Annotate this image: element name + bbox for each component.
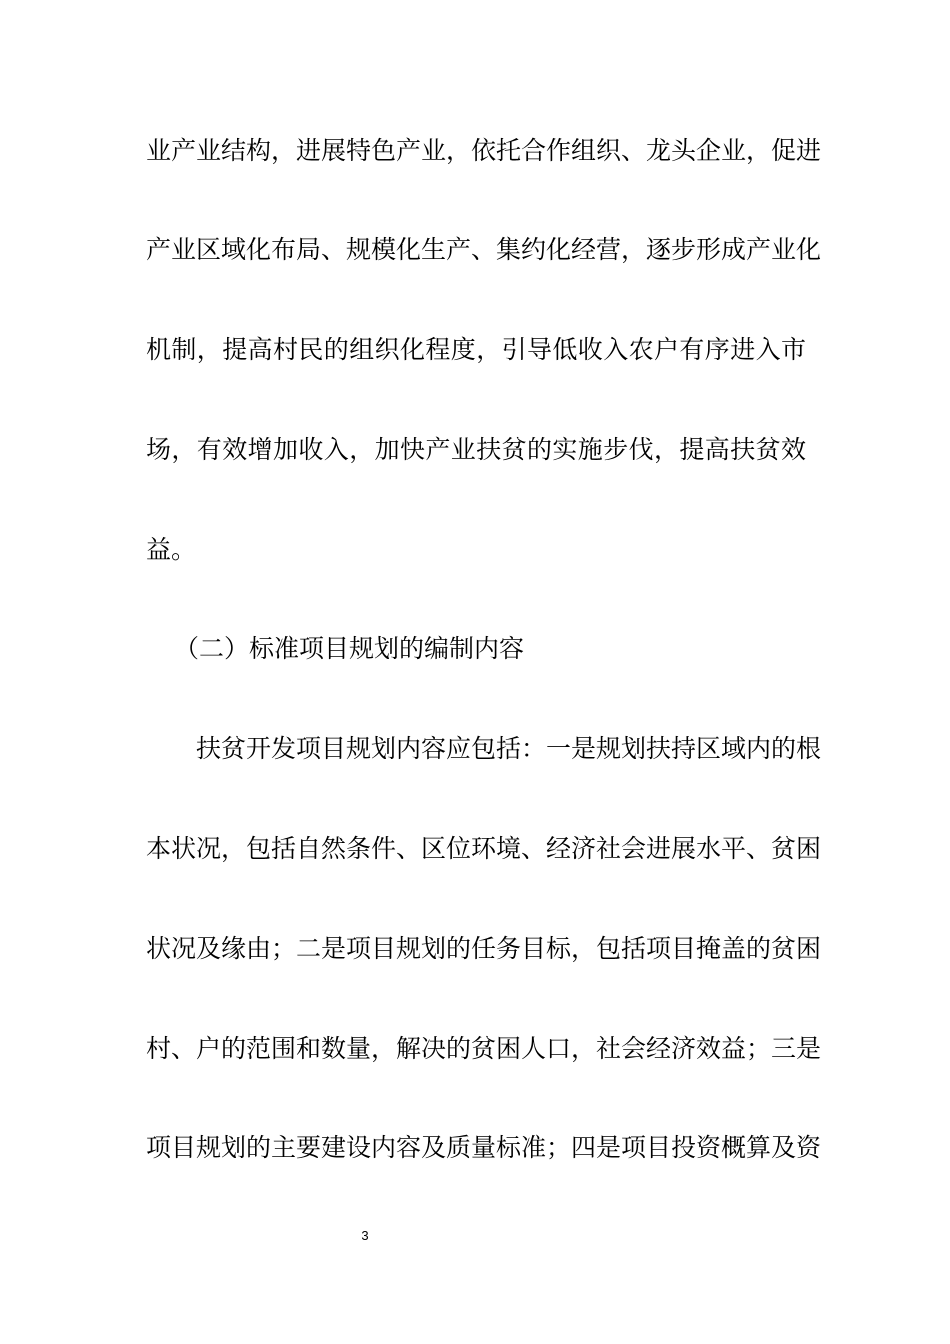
- paragraph-line-9: 村、户的范围和数量，解决的贫困人口，社会经济效益；三是: [146, 1034, 822, 1063]
- section-heading: （二）标准项目规划的编制内容: [174, 634, 525, 663]
- paragraph-line-10: 项目规划的主要建设内容及质量标准；四是项目投资概算及资: [146, 1133, 822, 1162]
- paragraph-line-6: 扶贫开发项目规划内容应包括：一是规划扶持区域内的根: [196, 734, 822, 763]
- page-number: 3: [361, 1228, 369, 1243]
- paragraph-line-1: 业产业结构，进展特色产业，依托合作组织、龙头企业，促进: [146, 136, 822, 165]
- paragraph-line-7: 本状况，包括自然条件、区位环境、经济社会进展水平、贫困: [146, 834, 822, 863]
- paragraph-line-5: 益。: [146, 535, 197, 564]
- paragraph-line-8: 状况及缘由；二是项目规划的任务目标，包括项目掩盖的贫困: [146, 934, 822, 963]
- paragraph-line-2: 产业区域化布局、规模化生产、集约化经营，逐步形成产业化: [146, 235, 822, 264]
- paragraph-line-4: 场，有效增加收入，加快产业扶贫的实施步伐，提高扶贫效: [146, 435, 806, 464]
- paragraph-line-3: 机制，提高村民的组织化程度，引导低收入农户有序进入市: [146, 335, 806, 364]
